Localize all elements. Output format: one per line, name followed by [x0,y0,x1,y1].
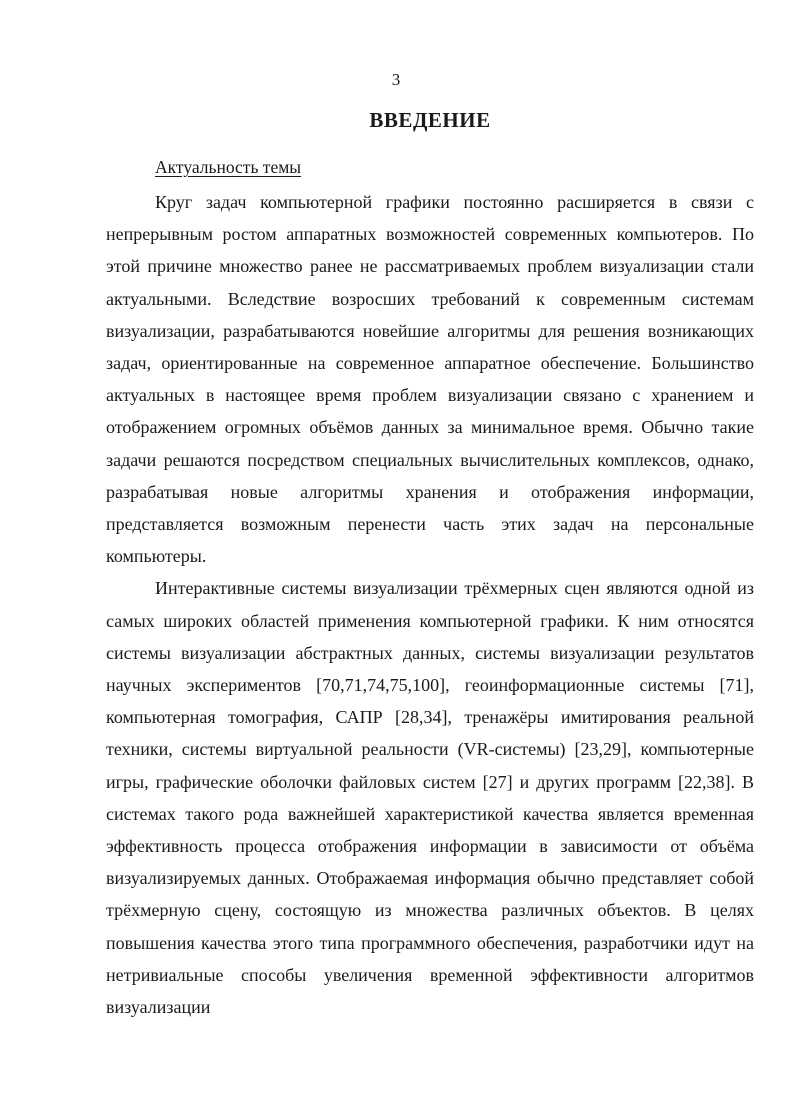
section-heading: Актуальность темы [155,157,302,177]
paragraph-relevance: Круг задач компьютерной графики постоянно расширяется в связи с непрерывным ростом аппаратных возможностей современных компьютеров. По этой причине множество ранее не рассматриваемых проблем визуализации стали актуальными. Вследствие возросших требований к современным системам визуализации, разрабатываются новейшие алгоритмы для решения возникающих задач, ориентированные на современное аппаратное обеспечение. Большинство актуальных в настоящее время проблем визуализации связано с хранением и отображением огромных объёмов данных за минимальное время. Обычно такие задачи решаются посредством специальных вычислительных комплексов, однако, разрабатывая новые алгоритмы хранения и отображения информации, представляется возможным перенести часть этих задач на персональные компьютеры. [106,192,754,567]
body-text [106,186,754,1023]
page-title: ВВЕДЕНИЕ [369,108,491,132]
paragraph-interactive-systems: Интерактивные системы визуализации трёхмерных сцен являются одной из самых широких областей применения компьютерной графики. К ним относятся системы визуализации абстрактных данных, системы визуализации результатов научных экспериментов [70,71,74,75,100], геоинформационные системы [71], компьютерная томография, САПР [28,34], тренажёры имитирования реальной техники, системы виртуальной реальности (VR-системы) [23,29], компьютерные игры, графические оболочки файловых систем [27] и других программ [22,38]. В системах такого рода важнейшей характеристикой качества является временная эффективность процесса отображения информации в зависимости от объёма визуализируемых данных. Отображаемая информация обычно представляет собой трёхмерную сцену, состоящую из множества различных объектов. В целях повышения качества этого типа программного обеспечения, разработчики идут на нетривиальные способы увеличения временной эффективности алгоритмов визуализации [106,578,754,1018]
page-number: 3 [391,70,401,89]
